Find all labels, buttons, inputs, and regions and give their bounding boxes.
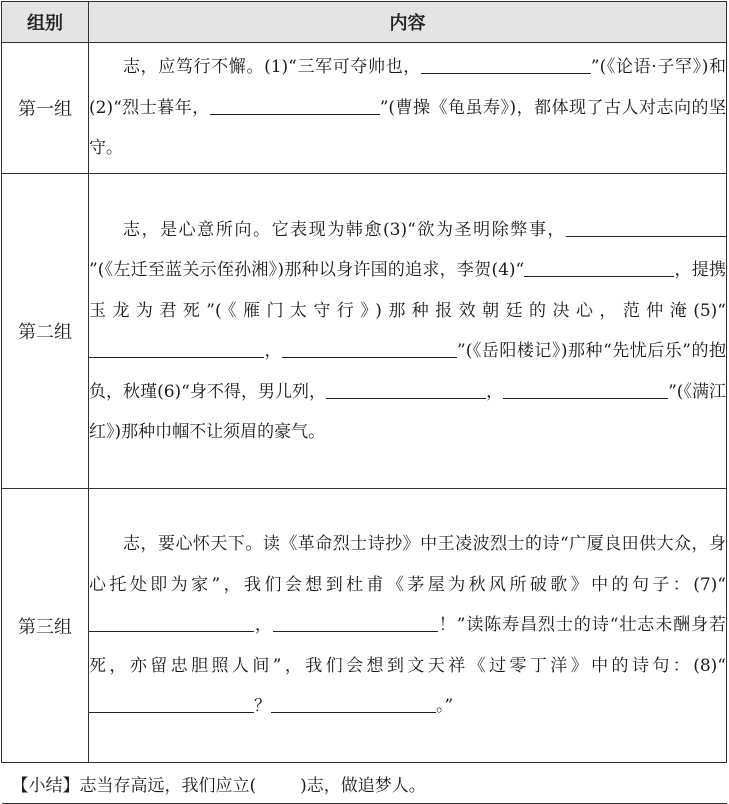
group-label: 第二组 xyxy=(2,174,89,489)
task-table xyxy=(1,1,727,804)
answer-blank[interactable] xyxy=(89,340,264,358)
table-header-row xyxy=(2,2,727,43)
group-label: 第一组 xyxy=(2,43,89,174)
summary-prefix: 【小结】志当存高远，我们应立( xyxy=(11,775,257,796)
group-label: 第三组 xyxy=(2,489,89,763)
answer-blank[interactable] xyxy=(89,695,254,713)
answer-blank[interactable] xyxy=(273,614,438,632)
answer-blank[interactable] xyxy=(271,695,436,713)
text-segment: ”(《岳阳楼记》)那种“先忧后乐”的抱负，秋瑾(6)“身不得，男儿列， xyxy=(89,341,727,402)
text-segment: ！”读陈寿昌烈士的诗“壮志未酬身若死，亦留忠胆照人间”，我们会想到文天祥《过零丁洋》中的诗句：(8)“ xyxy=(89,615,726,676)
header-group: 组别 xyxy=(2,2,89,43)
text-segment: ， xyxy=(254,615,273,636)
summary-cell xyxy=(2,763,727,804)
row-group-1 xyxy=(2,43,727,174)
content-cell xyxy=(89,43,727,174)
text-segment: 。” xyxy=(436,696,454,717)
summary-blank[interactable] xyxy=(256,776,300,793)
text-segment: 志，应笃行不懈。(1)“三军可夺帅也， xyxy=(123,57,421,78)
answer-blank[interactable] xyxy=(282,340,457,358)
answer-blank[interactable] xyxy=(326,381,486,399)
text-segment: 志，要心怀天下。读《革命烈士诗抄》中王凌波烈士的诗“广厦良田供大众，身心托处即为家”，我们会想到杜甫《茅屋为秋风所破歌》中的句子：(7)“ xyxy=(89,534,726,595)
text-segment: ， xyxy=(486,381,504,402)
header-content: 内容 xyxy=(89,2,727,43)
content-cell xyxy=(89,174,727,489)
text-segment: ”(《左迁至蓝关示侄孙湘》)那种以身许国的追求，李贺(4)“ xyxy=(89,260,525,280)
text-segment: ， xyxy=(264,341,283,361)
summary-suffix: )志，做追梦人。 xyxy=(300,775,426,796)
content-paragraph xyxy=(89,210,726,453)
text-segment: ？ xyxy=(254,696,271,717)
row-group-3 xyxy=(2,489,727,763)
answer-blank[interactable] xyxy=(421,56,591,74)
summary-row xyxy=(2,763,727,804)
text-segment: ，提携玉龙为君死”(《雁门太守行》)那种报效朝廷的决心，范仲淹(5)“ xyxy=(89,260,726,321)
text-segment: ”(《满江红》)那种巾帼不让须眉的豪气。 xyxy=(89,381,726,442)
text-segment: 志，是心意所向。它表现为韩愈(3)“欲为圣明除弊事， xyxy=(123,219,566,240)
text-segment: ”(《论语·子罕》)和(2)“烈士暮年， xyxy=(89,57,726,118)
answer-blank[interactable] xyxy=(89,614,254,632)
answer-blank[interactable] xyxy=(524,259,674,277)
content-cell xyxy=(89,489,727,763)
answer-blank[interactable] xyxy=(566,219,726,237)
content-paragraph xyxy=(89,524,726,727)
content-paragraph xyxy=(89,47,726,169)
answer-blank[interactable] xyxy=(210,97,380,115)
row-group-2 xyxy=(2,174,727,489)
answer-blank[interactable] xyxy=(503,381,668,399)
text-segment: ”(曹操《龟虽寿》)，都体现了古人对志向的坚守。 xyxy=(89,97,726,159)
